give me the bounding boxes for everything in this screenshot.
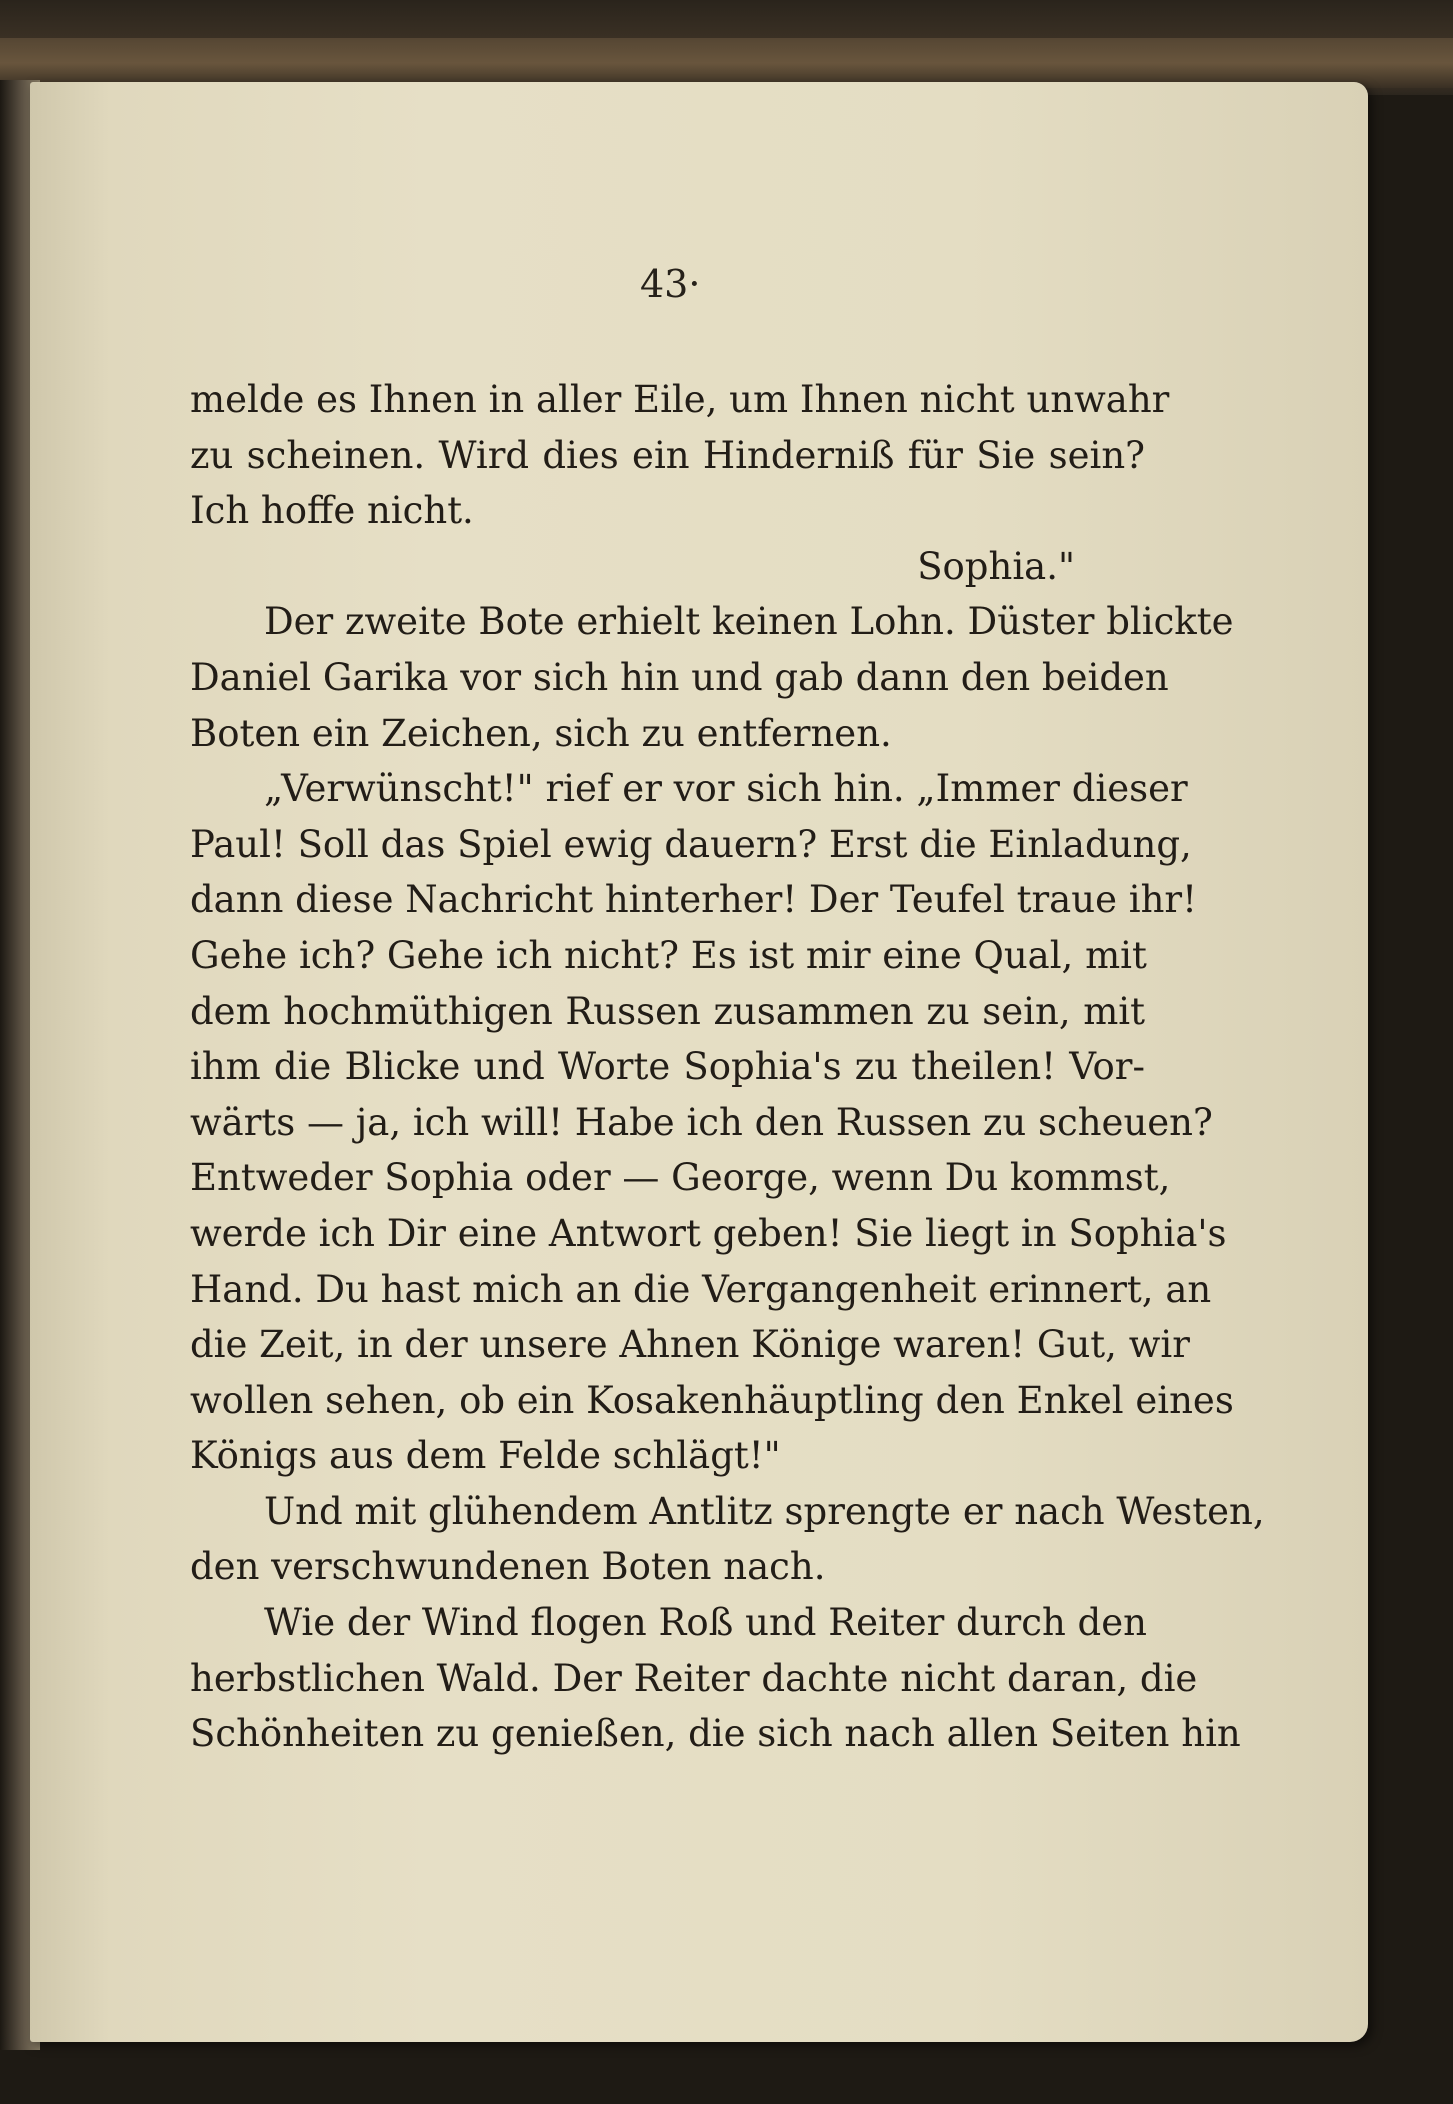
page-text	[190, 372, 1265, 1762]
text-line: dem hochmüthigen Russen zusammen zu sein, mit	[190, 989, 1145, 1033]
text-line: Schönheiten zu genießen, die sich nach allen Seiten hin	[190, 1712, 1241, 1756]
signature-line: Sophia."	[917, 544, 1075, 588]
text-line: Hand. Du hast mich an die Vergangenheit erinnert, an	[190, 1267, 1212, 1311]
text-line: Gehe ich? Gehe ich nicht? Es ist mir eine Qual, mit	[190, 933, 1147, 977]
text-line: herbstlichen Wald. Der Reiter dachte nicht daran, die	[190, 1656, 1198, 1700]
text-line: wärts — ja, ich will! Habe ich den Russen zu scheuen?	[190, 1100, 1213, 1144]
text-line: melde es Ihnen in aller Eile, um Ihnen nicht unwahr	[190, 378, 1170, 421]
text-line: zu scheinen. Wird dies ein Hinderniß für Sie sein?	[190, 433, 1145, 477]
text-line: dann diese Nachricht hinterher! Der Teufel traue ihr!	[190, 878, 1197, 922]
text-line: Der zweite Bote erhielt keinen Lohn. Düster blickte	[264, 600, 1234, 644]
text-line: werde ich Dir eine Antwort geben! Sie liegt in Sophia's	[190, 1211, 1227, 1255]
text-line: Ich hoffe nicht.	[190, 489, 474, 533]
book-binding	[0, 38, 1453, 88]
text-line: Paul! Soll das Spiel ewig dauern? Erst die Einladung,	[190, 822, 1192, 866]
text-line: Wie der Wind flogen Roß und Reiter durch den	[264, 1601, 1147, 1645]
text-line: Boten ein Zeichen, sich zu entfernen.	[190, 711, 892, 755]
page-number: 43·	[640, 262, 701, 306]
text-line: ihm die Blicke und Worte Sophia's zu theilen! Vor-	[190, 1045, 1145, 1089]
text-line: Daniel Garika vor sich hin und gab dann den beiden	[190, 655, 1169, 699]
text-line: Und mit glühendem Antlitz sprengte er nach Westen,	[264, 1489, 1265, 1533]
text-line: den verschwundenen Boten nach.	[190, 1545, 826, 1589]
text-line: Entweder Sophia oder — George, wenn Du kommst,	[190, 1156, 1171, 1200]
text-line: wollen sehen, ob ein Kosakenhäuptling den Enkel eines	[190, 1378, 1234, 1422]
text-line: die Zeit, in der unsere Ahnen Könige waren! Gut, wir	[190, 1323, 1190, 1367]
text-line: „Verwünscht!" rief er vor sich hin. „Immer dieser	[264, 767, 1188, 811]
text-line: Königs aus dem Felde schlägt!"	[190, 1434, 781, 1478]
